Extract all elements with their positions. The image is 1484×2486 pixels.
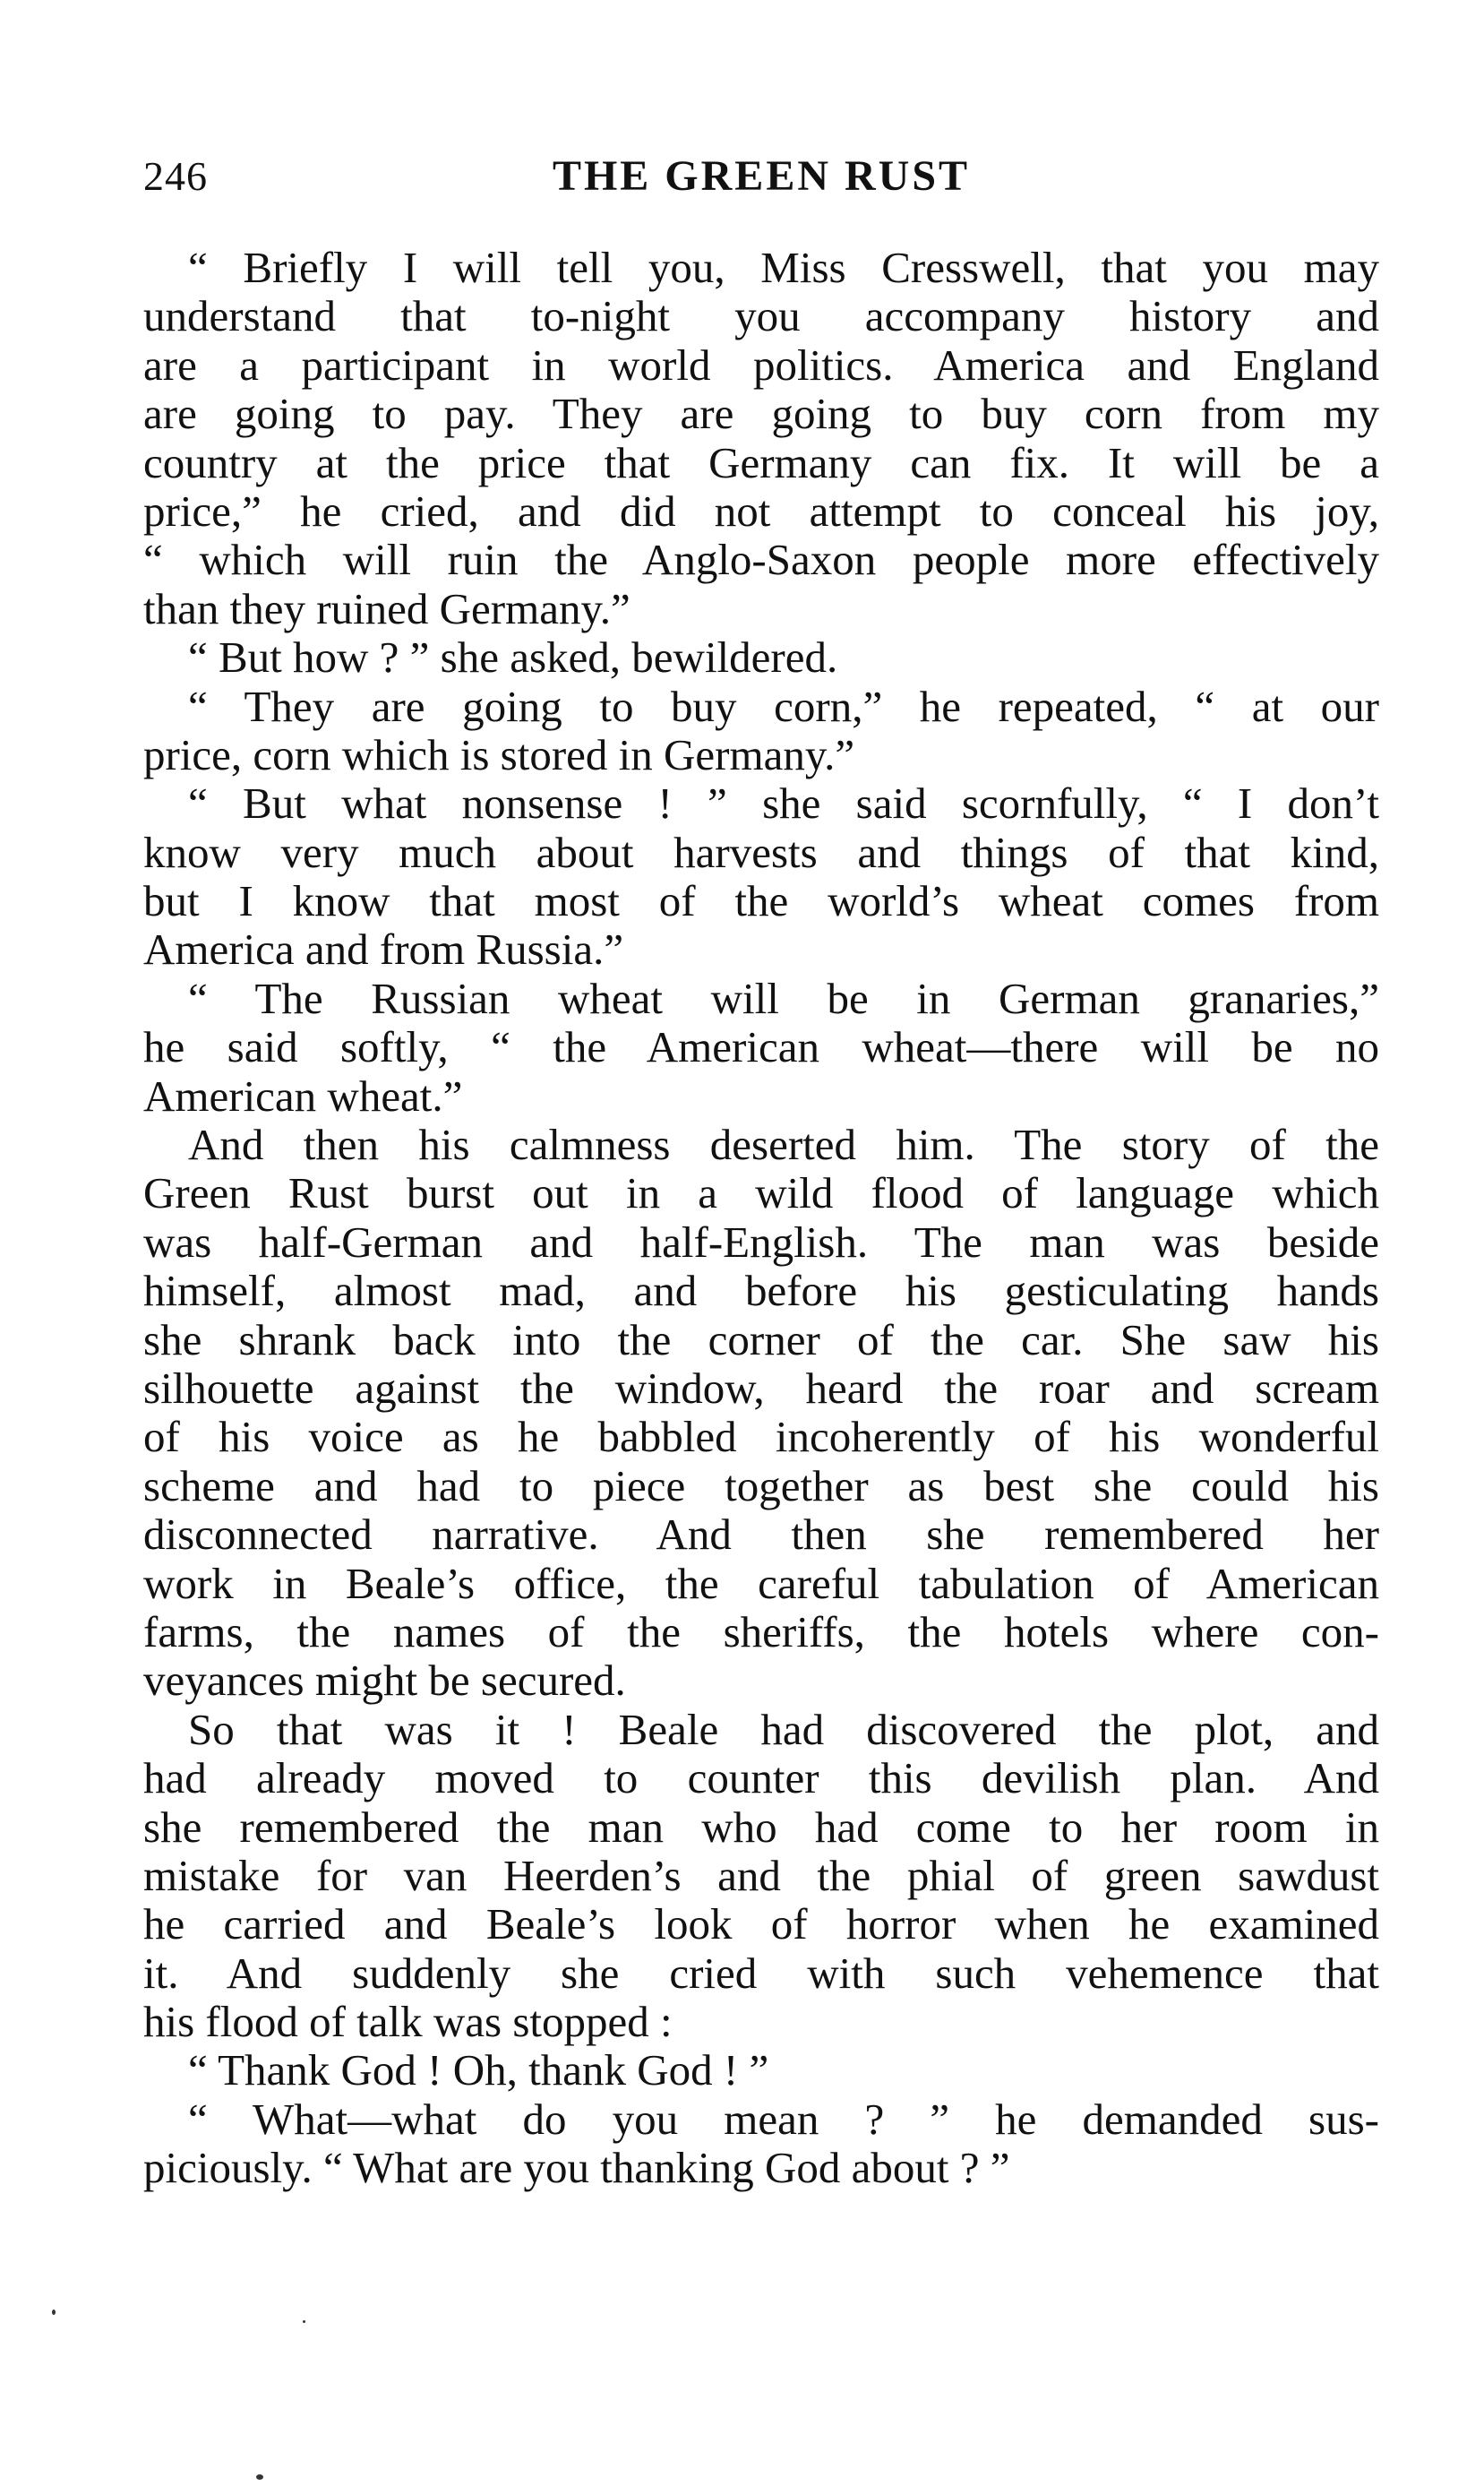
text-line: “ Thank God ! Oh, thank God ! ” [188,2046,769,2095]
text-line: disconnected narrative. And then she remembered her [143,1510,1379,1560]
text-line: Green Rust burst out in a wild flood of language which [143,1169,1379,1218]
ink-speck [303,2320,305,2323]
text-line: know very much about harvests and things of that kind, [143,828,1379,877]
text-line: “ which will ruin the Anglo-Saxon people more effectively [143,536,1379,585]
text-line: are a participant in world politics. America and England [143,340,1379,390]
text-line: than they ruined Germany.” [143,584,630,633]
text-line: “ But how ? ” she asked, bewildered. [188,633,838,683]
text-line: of his voice as he babbled incoherently of his wonderful [143,1413,1379,1462]
text-line: “ The Russian wheat will be in German granaries,” [188,974,1379,1023]
body-text [143,244,1379,2193]
running-head [143,145,1379,208]
text-line: work in Beale’s office, the careful tabulation of American [143,1559,1379,1608]
text-line: “ Briefly I will tell you, Miss Cresswell, that you may [188,244,1379,292]
text-line: she shrank back into the corner of the car. She saw his [143,1315,1379,1364]
text-line: are going to pay. They are going to buy corn from my [143,390,1379,439]
text-line: And then his calmness deserted him. The story of the [188,1121,1379,1170]
text-line: price,” he cried, and did not attempt to conceal his joy, [143,486,1379,536]
ink-speck [256,2474,263,2480]
book-title: THE GREEN RUST [552,152,971,200]
text-line: farms, the names of the sheriffs, the hotels where con- [143,1607,1379,1656]
ink-speck [52,2310,56,2315]
text-line: his flood of talk was stopped : [143,1998,673,2047]
text-line: piciously. “ What are you thanking God about ? ” [143,2144,1010,2193]
text-line: America and from Russia.” [143,925,624,975]
text-line: he carried and Beale’s look of horror when he examined [143,1900,1379,1949]
text-line: was half-German and half-English. The man was beside [143,1217,1379,1267]
text-line: himself, almost mad, and before his gesticulating hands [143,1267,1379,1316]
text-line: he said softly, “ the American wheat—there will be no [143,1023,1379,1072]
text-line: it. And suddenly she cried with such vehemence that [143,1948,1379,1998]
text-line: scheme and had to piece together as best she could his [143,1461,1379,1510]
text-line: price, corn which is stored in Germany.” [143,730,855,779]
text-line: So that was it ! Beale had discovered the plot, and [188,1705,1379,1754]
text-line: American wheat.” [143,1071,463,1121]
text-line: but I know that most of the world’s wheat comes from [143,877,1379,926]
text-line: “ What—what do you mean ? ” he demanded sus- [188,2095,1379,2144]
text-line: veyances might be secured. [143,1656,626,1706]
text-line: “ But what nonsense ! ” she said scornfully, “ I don’t [188,779,1379,829]
text-line: understand that to-night you accompany history and [143,292,1379,341]
page-number: 246 [143,153,208,199]
text-line: mistake for van Heerden’s and the phial of green sawdust [143,1851,1379,1900]
text-line: “ They are going to buy corn,” he repeated, “ at our [188,682,1379,731]
text-line: she remembered the man who had come to her room in [143,1802,1379,1852]
text-line: silhouette against the window, heard the roar and scream [143,1363,1379,1413]
text-line: country at the price that Germany can fix. It will be a [143,438,1379,487]
text-line: had already moved to counter this devilish plan. And [143,1754,1379,1803]
